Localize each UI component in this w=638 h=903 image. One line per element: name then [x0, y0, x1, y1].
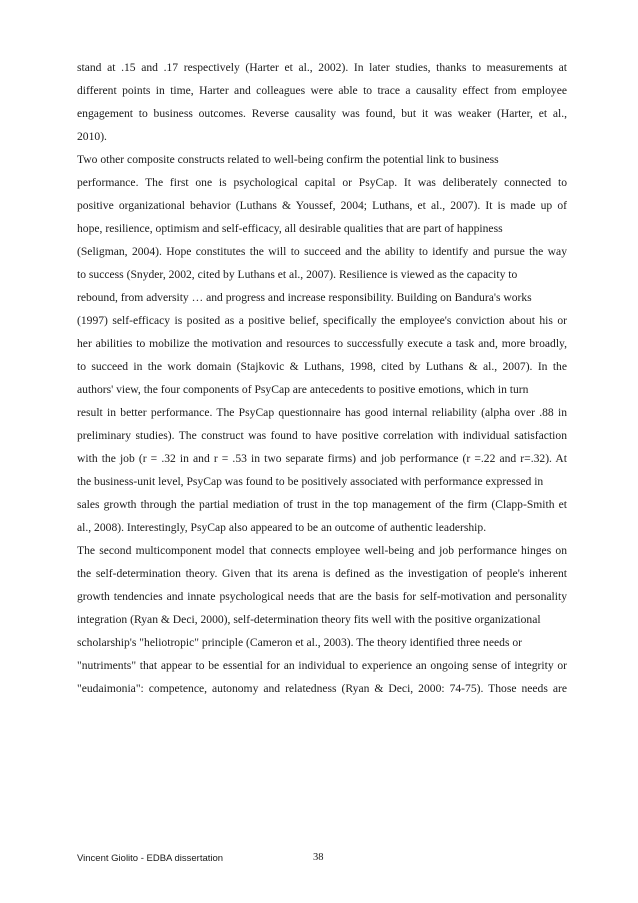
text-line: to success (Snyder, 2002, cited by Luthans et al., 2007). Resilience is viewed as the capacity to	[77, 268, 518, 281]
text-line: "nutriments" that appear to be essential for an individual to experience an ongoing sense of integrity or	[77, 659, 567, 672]
text-line: (1997) self-efficacy is posited as a positive belief, specifically the employee's conviction about his or	[77, 314, 567, 327]
text-line: scholarship's "heliotropic" principle (Cameron et al., 2003). The theory identified three needs or	[77, 636, 523, 649]
text-line: stand at .15 and .17 respectively (Harter et al., 2002). In later studies, thanks to measurements at	[77, 61, 567, 74]
text-line: to succeed in the work domain (Stajkovic & Luthans, 1998, cited by Luthans & al., 2007). In the	[77, 360, 567, 373]
text-line: different points in time, Harter and colleagues were able to trace a causality effect from employee	[77, 84, 567, 97]
text-line: sales growth through the partial mediation of trust in the top management of the firm (Clapp-Smith et	[77, 498, 567, 511]
body-text	[77, 56, 567, 700]
text-line: preliminary studies). The construct was found to have positive correlation with individual satisfaction	[77, 429, 567, 442]
text-line: her abilities to mobilize the motivation and resources to successfully execute a task and, more broadly,	[77, 337, 567, 350]
text-line: "eudaimonia": competence, autonomy and relatedness (Ryan & Deci, 2000: 74-75). Those needs are	[77, 682, 567, 695]
text-line: hope, resilience, optimism and self-efficacy, all desirable qualities that are part of happiness	[77, 222, 503, 235]
paragraph-start: Two other composite constructs related to well-being confirm the potential link to business	[77, 153, 499, 166]
text-line: the business-unit level, PsyCap was found to be positively associated with performance expressed in	[77, 475, 544, 488]
text-line: performance. The first one is psychological capital or PsyCap. It was deliberately connected to	[77, 176, 567, 189]
footer-author: Vincent Giolito - EDBA dissertation	[77, 853, 224, 864]
text-line: (Seligman, 2004). Hope constitutes the will to succeed and the ability to identify and pursue the way	[77, 245, 567, 258]
text-line: with the job (r = .32 in and r = .53 in two separate firms) and job performance (r =.22 and r=.32). At	[77, 452, 567, 465]
text-line: rebound, from adversity … and progress and increase responsibility. Building on Bandura's works	[77, 291, 532, 304]
text-line: the self-determination theory. Given that its arena is defined as the investigation of people's inherent	[77, 567, 567, 580]
text-line: authors' view, the four components of PsyCap are antecedents to positive emotions, which in turn	[77, 383, 529, 396]
page-number: 38	[313, 852, 324, 863]
text-line: 2010).	[77, 130, 107, 143]
paragraph-start: The second multicomponent model that connects employee well-being and job performance hinges on	[77, 544, 567, 557]
text-line: engagement to business outcomes. Reverse causality was found, but it was weaker (Harter, et al.,	[77, 107, 567, 120]
text-line: growth tendencies and innate psychological needs that are the basis for self-motivation and personality	[77, 590, 567, 603]
text-line: result in better performance. The PsyCap questionnaire has good internal reliability (alpha over .88 in	[77, 406, 567, 419]
text-line: al., 2008). Interestingly, PsyCap also appeared to be an outcome of authentic leadership.	[77, 521, 487, 534]
text-line: integration (Ryan & Deci, 2000), self-determination theory fits well with the positive organizational	[77, 613, 541, 626]
text-line: positive organizational behavior (Luthans & Youssef, 2004; Luthans, et al., 2007). It is made up of	[77, 199, 567, 212]
